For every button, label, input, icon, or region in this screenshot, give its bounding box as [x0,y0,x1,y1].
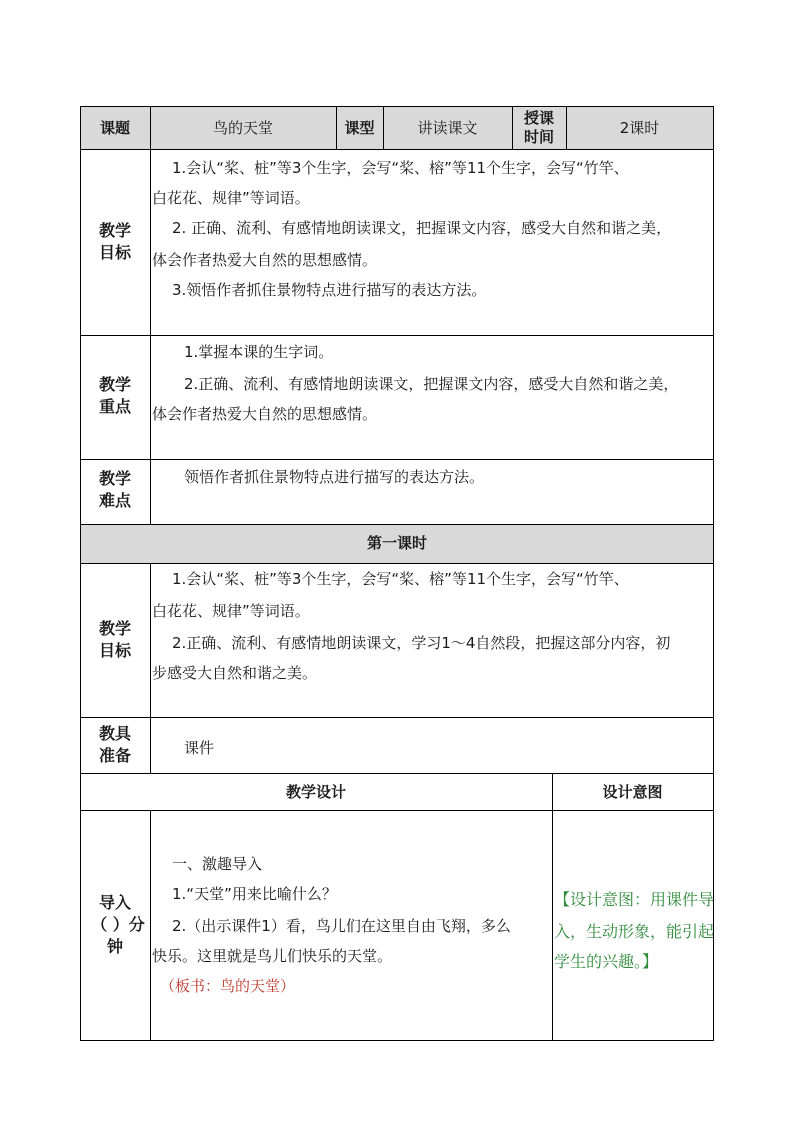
lesson-goals-line: 步感受大自然和谐之美。 [152,664,318,682]
intro-line: 1.“天堂”用来比喻什么？ [172,885,337,903]
lesson-goals-line: 2.正确、流利、有感情地朗读课文，学习1～4自然段，把握这部分内容，初 [172,634,671,652]
intro-line: 快乐。这里就是鸟儿们快乐的天堂。 [152,947,393,965]
rule [80,810,714,811]
intent-column-header: 设计意图 [602,783,663,801]
tools-label-line2: 准备 [98,746,131,765]
difficulty-label-line1: 教学 [98,469,131,488]
intent-line: 【设计意图：用课件导 [554,890,715,909]
intro-label-line2: （ ）分 [91,915,145,934]
intent-line: 入，生动形象，能引起 [554,922,715,941]
rule [80,773,714,774]
type-label: 课型 [344,119,375,137]
title-value: 鸟的天堂 [212,119,273,137]
rule [80,524,714,525]
intro-line: 一、激趣导入 [172,855,263,873]
type-value: 讲读课文 [417,119,478,137]
lesson-heading: 第一课时 [366,534,427,552]
intro-label-line1: 导入 [98,893,131,912]
design-column-header: 教学设计 [285,783,346,801]
difficulty-label-line2: 难点 [98,491,131,510]
time-value: 2课时 [619,119,660,137]
board-note: （板书：鸟的天堂） [160,977,296,995]
goals-line: 3.领悟作者抓住景物特点进行描写的表达方法。 [172,281,487,299]
keypoints-line: 体会作者热爱大自然的思想感情。 [152,405,378,423]
goals-line: 体会作者热爱大自然的思想感情。 [152,251,378,269]
difficulty-text: 领悟作者抓住景物特点进行描写的表达方法。 [184,468,485,486]
goals-line: 2. 正确、流利、有感情地朗读课文，把握课文内容，感受大自然和谐之美， [172,219,672,237]
lesson-goals-line: 1.会认“桨、桩”等3个生字，会写“桨、榕”等11个生字，会写“竹竿、 [172,570,629,588]
lesson-goals-label-line1: 教学 [98,619,131,638]
keypoints-label-line1: 教学 [98,375,131,394]
lesson-goals-label-line2: 目标 [98,641,131,660]
rule [80,717,714,718]
lesson-plan-table [80,106,714,1041]
tools-label-line1: 教具 [98,724,131,743]
goals-line: 白花花、规律”等词语。 [152,189,310,207]
rule [150,106,151,524]
goals-label-line2: 目标 [98,243,131,262]
keypoints-label-line2: 重点 [98,397,131,416]
rule [80,149,714,150]
keypoints-line: 2.正确、流利、有感情地朗读课文，把握课文内容，感受大自然和谐之美， [184,375,679,393]
goals-line: 1.会认“桨、桩”等3个生字，会写“桨、榕”等11个生字，会写“竹竿、 [172,159,629,177]
rule [552,773,553,1040]
intro-line: 2.（出示课件1）看，鸟儿们在这里自由飞翔，多么 [172,917,511,935]
time-label-line1: 授课 [523,109,554,127]
lesson-goals-line: 白花花、规律”等词语。 [152,602,310,620]
rule [150,563,151,773]
rule [80,459,714,460]
intro-label-line3: 钟 [106,937,123,956]
time-label-line2: 时间 [523,128,554,146]
title-label: 课题 [99,119,130,137]
intent-line: 学生的兴趣。】 [554,952,659,971]
keypoints-line: 1.掌握本课的生字词。 [184,343,334,361]
rule [80,1040,714,1041]
rule [80,335,714,336]
tools-value: 课件 [184,739,215,757]
goals-label-line1: 教学 [98,221,131,240]
rule [80,106,714,107]
